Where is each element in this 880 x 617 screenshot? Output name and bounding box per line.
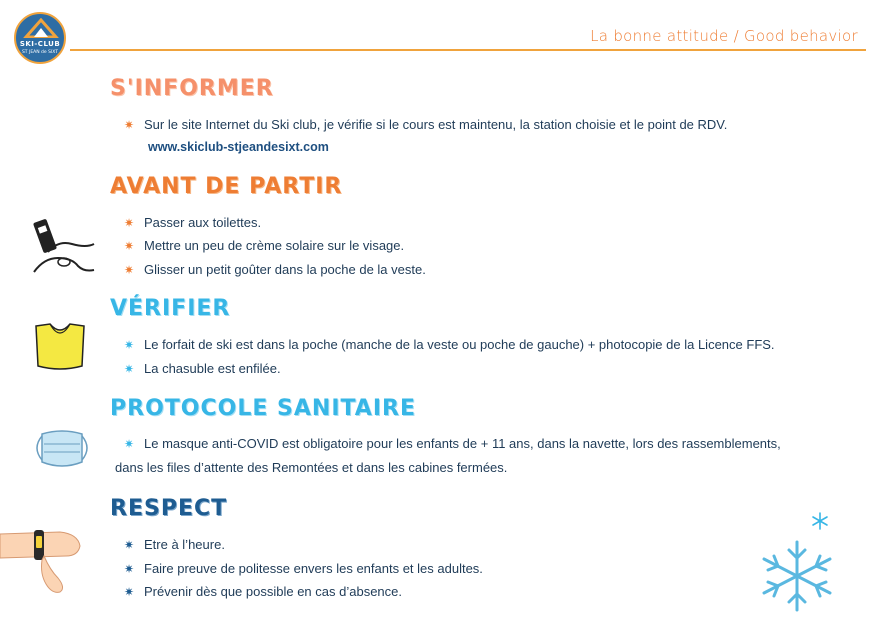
list-item xyxy=(124,537,225,552)
section-title-respect: RESPECT xyxy=(110,496,228,521)
list-item-text: Faire preuve de politesse envers les enfants et les adultes. xyxy=(144,561,483,576)
bullet-icon: ✷ xyxy=(124,118,135,132)
list-item xyxy=(124,337,775,352)
bullet-icon: ✷ xyxy=(124,338,135,352)
informer-line xyxy=(124,117,727,132)
bullet-icon: ✷ xyxy=(124,263,135,277)
small-snowflake-icon xyxy=(811,512,829,530)
bullet-icon: ✷ xyxy=(124,362,135,376)
snowflake-icon xyxy=(756,540,838,612)
protocole-text-1: Le masque anti-COVID est obligatoire pour les enfants de + 11 ans, dans la navette, lors des rassemblements, xyxy=(144,436,781,451)
protocole-line-2: dans les files d’attente des Remontées et dans les cabines fermées. xyxy=(115,460,508,475)
bullet-icon: ✷ xyxy=(124,562,135,576)
protocole-line-1 xyxy=(124,436,781,451)
list-item-text: Passer aux toilettes. xyxy=(144,215,262,230)
list-item xyxy=(124,215,261,230)
bullet-icon: ✷ xyxy=(124,437,135,451)
list-item-text: Le forfait de ski est dans la poche (manche de la veste ou poche de gauche) + photocopie de la Licence FFS. xyxy=(144,337,775,352)
section-title-partir: AVANT DE PARTIR xyxy=(110,174,343,199)
logo-name: SKI-CLUB xyxy=(19,40,61,48)
list-item-text: La chasuble est enfilée. xyxy=(144,361,281,376)
list-item-text: Prévenir dès que possible en cas d’absence. xyxy=(144,584,402,599)
list-item xyxy=(124,238,404,253)
sunscreen-hand-icon xyxy=(28,214,98,280)
section-title-verifier: VÉRIFIER xyxy=(110,296,231,321)
bullet-icon: ✷ xyxy=(124,585,135,599)
mountain-icon xyxy=(22,18,60,38)
ski-club-logo xyxy=(14,12,66,64)
yellow-vest-icon xyxy=(32,322,88,372)
header-divider xyxy=(70,49,866,51)
club-website-link[interactable]: www.skiclub-stjeandesixt.com xyxy=(148,140,329,154)
face-mask-icon xyxy=(30,426,94,472)
logo-subtitle: ST JEAN de SIXT xyxy=(21,50,59,55)
list-item xyxy=(124,262,426,277)
bullet-icon: ✷ xyxy=(124,216,135,230)
bullet-icon: ✷ xyxy=(124,239,135,253)
informer-text: Sur le site Internet du Ski club, je vérifie si le cours est maintenu, la station choisie et le point de RDV. xyxy=(144,117,728,132)
section-title-protocole: PROTOCOLE SANITAIRE xyxy=(110,396,416,421)
list-item xyxy=(124,561,483,576)
bullet-icon: ✷ xyxy=(124,538,135,552)
list-item-text: Glisser un petit goûter dans la poche de la veste. xyxy=(144,262,426,277)
list-item xyxy=(124,584,402,599)
wristwatch-icon xyxy=(0,526,86,596)
section-title-informer: S'INFORMER xyxy=(110,76,274,101)
page-title: La bonne attitude / Good behavior xyxy=(590,27,858,45)
list-item-text: Mettre un peu de crème solaire sur le visage. xyxy=(144,238,405,253)
list-item-text: Etre à l’heure. xyxy=(144,537,225,552)
list-item xyxy=(124,361,281,376)
